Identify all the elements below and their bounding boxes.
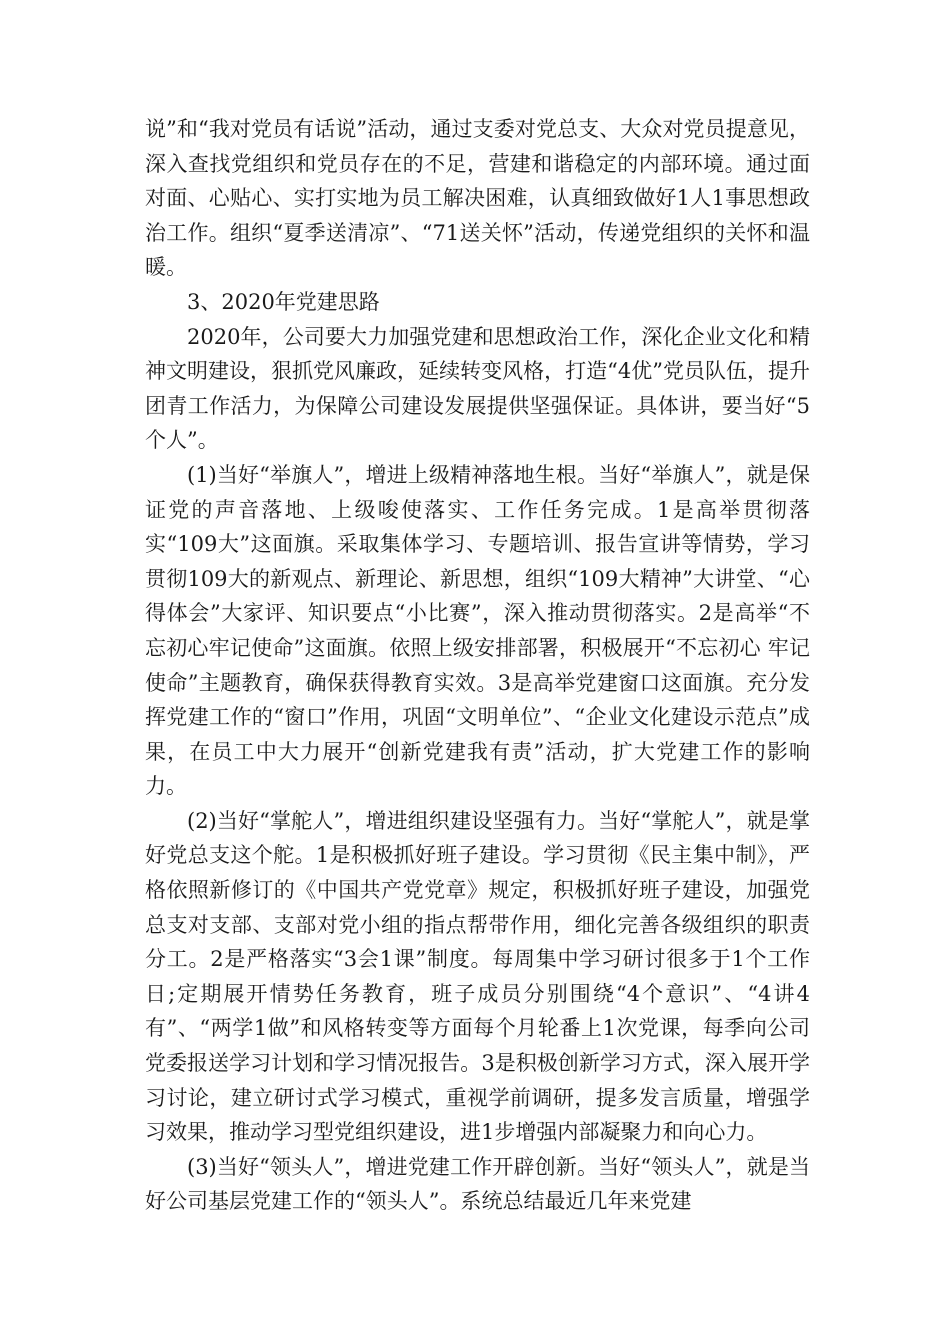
section-heading: 3、2020年党建思路	[187, 289, 380, 314]
paragraph-item-2: (2)当好“掌舵人”，增进组织建设坚强有力。当好“掌舵人”，就是掌好党总支这个舵。1是积极抓好班子建设。学习贯彻《民主集中制》，严格依照新修订的《中国共产党党章》规定，积极抓好班子建设，加强党总支对支部、支部对党小组的指点帮带作用，细化完善各级组织的职责分工。2是严格落实“3会1课”制度。每周集中学习研讨很多于1个工作日;定期展开情势任务教育，班子成员分别围绕“4个意识”、“4讲4有”、“两学1做”和风格转变等方面每个月轮番上1次党课，每季向公司党委报送学习计划和学习情况报告。3是积极创新学习方式，深入展开学习讨论，建立研讨式学习模式，重视学前调研，提多发言质量，增强学习效果，推动学习型党组织建设，进1步增强内部凝聚力和向心力。	[145, 808, 810, 1145]
paragraph-overview: 2020年，公司要大力加强党建和思想政治工作，深化企业文化和精神文明建设，狠抓党风廉政，延续转变风格，打造“4优”党员队伍，提升团青工作活力，为保障公司建设发展提供坚强保证。具体讲，要当好“5个人”。	[145, 324, 810, 453]
document-page	[145, 112, 810, 1219]
paragraph-continuation: 说”和“我对党员有话说”活动，通过支委对党总支、大众对党员提意见，深入查找党组织和党员存在的不足，营建和谐稳定的内部环境。通过面对面、心贴心、实打实地为员工解决困难，认真细致做好1人1事思想政治工作。组织“夏季送清凉”、“71送关怀”活动，传递党组织的关怀和温暖。	[145, 117, 810, 280]
paragraph-item-3: (3)当好“领头人”，增进党建工作开辟创新。当好“领头人”，就是当好公司基层党建工作的“领头人”。系统总结最近几年来党建	[145, 1154, 810, 1214]
paragraph-item-1: (1)当好“举旗人”，增进上级精神落地生根。当好“举旗人”，就是保证党的声音落地、上级唆使落实、工作任务完成。1是高举贯彻落实“109大”这面旗。采取集体学习、专题培训、报告宣讲等情势，学习贯彻109大的新观点、新理论、新思想，组织“109大精神”大讲堂、“心得体会”大家评、知识要点“小比赛”，深入推动贯彻落实。2是高举“不忘初心牢记使命”这面旗。依照上级安排部署，积极展开“不忘初心 牢记使命”主题教育，确保获得教育实效。3是高举党建窗口这面旗。充分发挥党建工作的“窗口”作用，巩固“文明单位”、“企业文化建设示范点”成果，在员工中大力展开“创新党建我有责”活动，扩大党建工作的影响力。	[145, 462, 810, 799]
